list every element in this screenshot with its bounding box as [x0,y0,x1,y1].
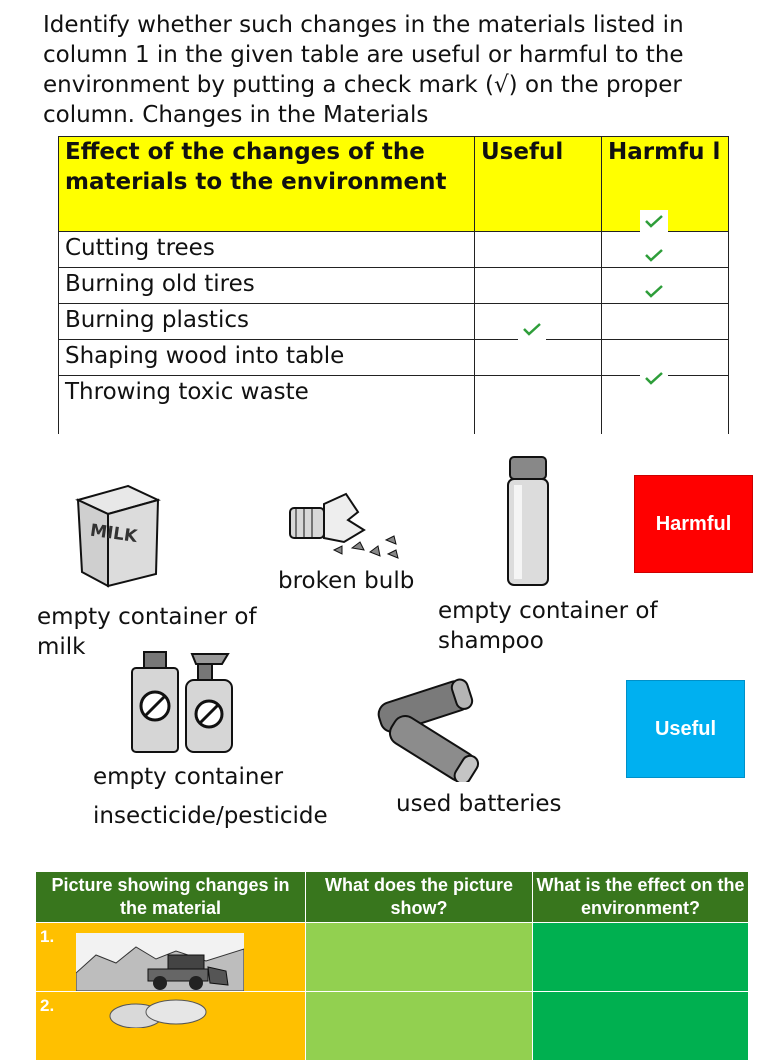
shampoo-bottle-icon[interactable] [504,455,552,589]
row-number: 1. [40,927,55,946]
row-number: 2. [40,996,55,1015]
picture-cell [36,992,306,1061]
check-icon[interactable] [640,367,668,389]
row-label: Burning old tires [59,268,475,304]
check-icon[interactable] [640,280,668,302]
table-row [59,232,729,268]
harmful-cell[interactable] [602,304,729,340]
useful-cell[interactable] [475,232,602,268]
insecticide-containers-icon[interactable] [128,650,240,756]
bulldozer-illustration-icon [76,933,244,991]
useful-cell[interactable] [475,268,602,304]
effects-table-header [59,137,729,232]
check-icon[interactable] [640,210,668,232]
table-row [59,340,729,376]
header-effect: Effect of the changes of the materials to the environment [59,137,475,232]
row-label: Burning plastics [59,304,475,340]
caption-shampoo-container: empty container of shampoo [438,598,658,654]
table-row [59,304,729,340]
batteries-icon[interactable] [374,676,484,782]
check-icon[interactable] [640,244,668,266]
header-picture: Picture showing changes in the material [36,872,306,923]
header-effect-environment: What is the effect on the environment? [533,872,749,923]
row-label: Shaping wood into table [59,340,475,376]
instructions: Identify whether such changes in the materials listed in column 1 in the given table are useful or harmful to the environment by putting a check mark (√) on the proper column. Changes in the Materials [43,12,684,128]
picture-cell [36,923,306,992]
table-row [59,268,729,304]
caption-used-batteries: used batteries [396,791,562,817]
useful-box[interactable]: Useful [626,680,745,778]
table-row [36,923,749,992]
harmful-box[interactable]: Harmful [634,475,753,573]
caption-insecticide-line2: insecticide/pesticide [93,803,328,829]
broken-bulb-icon[interactable] [286,490,406,562]
row-label: Cutting trees [59,232,475,268]
answer-what-shows[interactable] [306,992,533,1061]
picture-table-header [36,872,749,923]
answer-effect[interactable] [533,923,749,992]
header-useful: Useful [475,137,602,232]
table-row [36,992,749,1061]
useful-cell[interactable] [475,340,602,376]
header-what-shows: What does the picture show? [306,872,533,923]
caption-broken-bulb: broken bulb [278,568,415,594]
answer-what-shows[interactable] [306,923,533,992]
caption-milk-container: empty container of milk [37,604,257,660]
svg-text:MILK: MILK [88,520,139,547]
row-label: Throwing toxic waste [59,376,475,435]
check-icon[interactable] [518,318,546,340]
header-harmful: Harmfu l [602,137,729,232]
milk-carton-icon[interactable] [68,478,166,590]
useful-cell[interactable] [475,376,602,435]
answer-effect[interactable] [533,992,749,1061]
caption-insecticide-line1: empty container [93,764,284,790]
picture-table [35,871,749,1061]
effects-table [58,136,729,434]
table-row [59,376,729,435]
